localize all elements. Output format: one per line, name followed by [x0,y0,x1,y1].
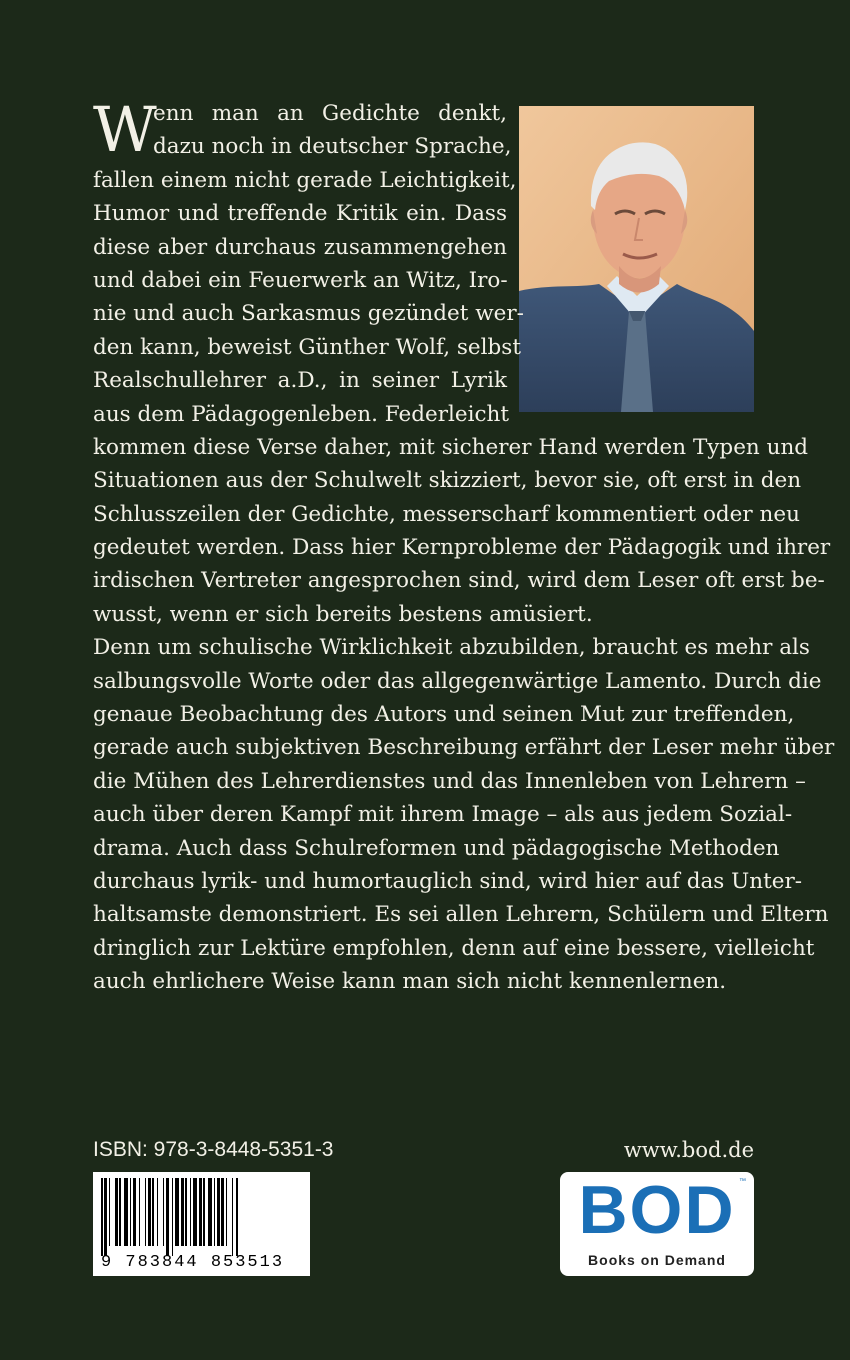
bod-logo-mark: BOD [578,1172,736,1248]
barcode-bar [217,1178,220,1246]
barcode-bar [166,1178,169,1256]
trademark-symbol: ™ [739,1178,746,1185]
blurb-line: gedeutet werden. Dass hier Kernprobleme der Pädagogik und ihrer [93,535,831,561]
blurb-line: drama. Auch dass Schulreformen und pädagogische Methoden [93,835,780,861]
barcode-bar [148,1178,151,1246]
drop-cap: W [93,93,157,166]
blurb-line: salbungsvolle Worte oder das allgegenwärtige Lamento. Durch die [93,668,822,694]
barcode-bar [181,1178,184,1246]
barcode-bar [145,1178,147,1246]
barcode-digits: 9 783844 853513 [101,1253,285,1272]
blurb-line: enn man an Gedichte denkt, [153,101,507,126]
barcode-bar [199,1178,202,1246]
barcode-bar [203,1178,205,1246]
blurb-line: Situationen aus der Schulwelt skizziert, bevor sie, oft erst in den [93,468,802,494]
blurb-line: gerade auch subjektiven Beschreibung erfährt der Leser mehr über [93,735,835,761]
blurb-line: nie und auch Sarkasmus gezündet wer- [93,301,524,327]
barcode-bar [190,1178,192,1246]
barcode-bar [104,1178,107,1256]
blurb-line: auch ehrlichere Weise kann man sich nicht kennenlernen. [93,969,727,995]
blurb-line: dazu noch in deutscher Sprache, [153,134,512,160]
barcode-bar [133,1178,136,1246]
barcode-bar [208,1178,213,1246]
blurb-line: und dabei ein Feuerwerk an Witz, Iro- [93,267,508,293]
blurb-line: Denn um schulische Wirklichkeit abzubilden, braucht es mehr als [93,635,810,661]
blurb-line: fallen einem nicht gerade Leichtigkeit, [93,167,517,193]
barcode-bar [101,1178,103,1256]
barcode-bar [221,1178,224,1246]
barcode-bar [172,1178,174,1256]
barcode-bar [119,1178,121,1246]
blurb-line: durchaus lyrik- und humortauglich sind, wird hier auf das Unter- [93,869,803,894]
barcode-bar [115,1178,118,1246]
barcode-bar [139,1178,141,1246]
barcode-bar [232,1178,234,1256]
blurb-line: diese aber durchaus zusammengehen [93,234,507,260]
blurb-line: Realschullehrer a.D., in seiner Lyrik [93,368,507,394]
blurb-line: haltsamste demonstriert. Es sei allen Lehrern, Schülern und Eltern [93,902,829,928]
bod-logo-subtitle: Books on Demand [588,1252,726,1268]
isbn-barcode [93,1172,310,1276]
blurb-line: die Mühen des Lehrerdienstes und das Innenleben von Lehrern – [93,768,806,794]
blurb-line: den kann, beweist Günther Wolf, selbst [93,334,521,360]
blurb-line: Humor und treffende Kritik ein. Dass [93,201,507,227]
barcode-bar [163,1178,165,1246]
barcode-bar [175,1178,180,1246]
barcode-bar [130,1178,132,1246]
blurb-line: auch über deren Kampf mit ihrem Image – als aus jedem Sozial- [93,802,793,828]
publisher-url: www.bod.de [623,1138,754,1162]
blurb-line: aus dem Pädagogenleben. Federleicht [93,401,510,427]
blurb-line: genaue Beobachtung des Autors und seinen Mut zur treffenden, [93,702,795,728]
barcode-bar [214,1178,216,1246]
barcode-bar [193,1178,198,1246]
blurb-line: Schlusszeilen der Gedichte, messerscharf kommentiert oder neu [93,501,800,527]
blurb-text [93,93,835,999]
barcode-bar [124,1178,129,1246]
barcode-bar [157,1178,159,1246]
blurb-line: wusst, wenn er sich bereits bestens amüsiert. [93,601,593,627]
barcode-bar [185,1178,187,1246]
blurb-line: irdischen Vertreter angesprochen sind, wird dem Leser oft erst be- [93,568,825,594]
barcode-bar [109,1178,111,1246]
barcode-bars [101,1178,302,1246]
blurb-line: dringlich zur Lektüre empfohlen, denn auf eine bessere, vielleicht [93,935,815,961]
dropcap-paragraph-start [93,93,755,166]
isbn-label: ISBN: 978-3-8448-5351-3 [93,1138,334,1161]
barcode-bar [236,1178,238,1256]
blurb-line: kommen diese Verse daher, mit sicherer Hand werden Typen und [93,434,809,460]
barcode-bar [152,1178,154,1246]
barcode-bar [226,1178,228,1246]
bod-logo [560,1172,754,1276]
